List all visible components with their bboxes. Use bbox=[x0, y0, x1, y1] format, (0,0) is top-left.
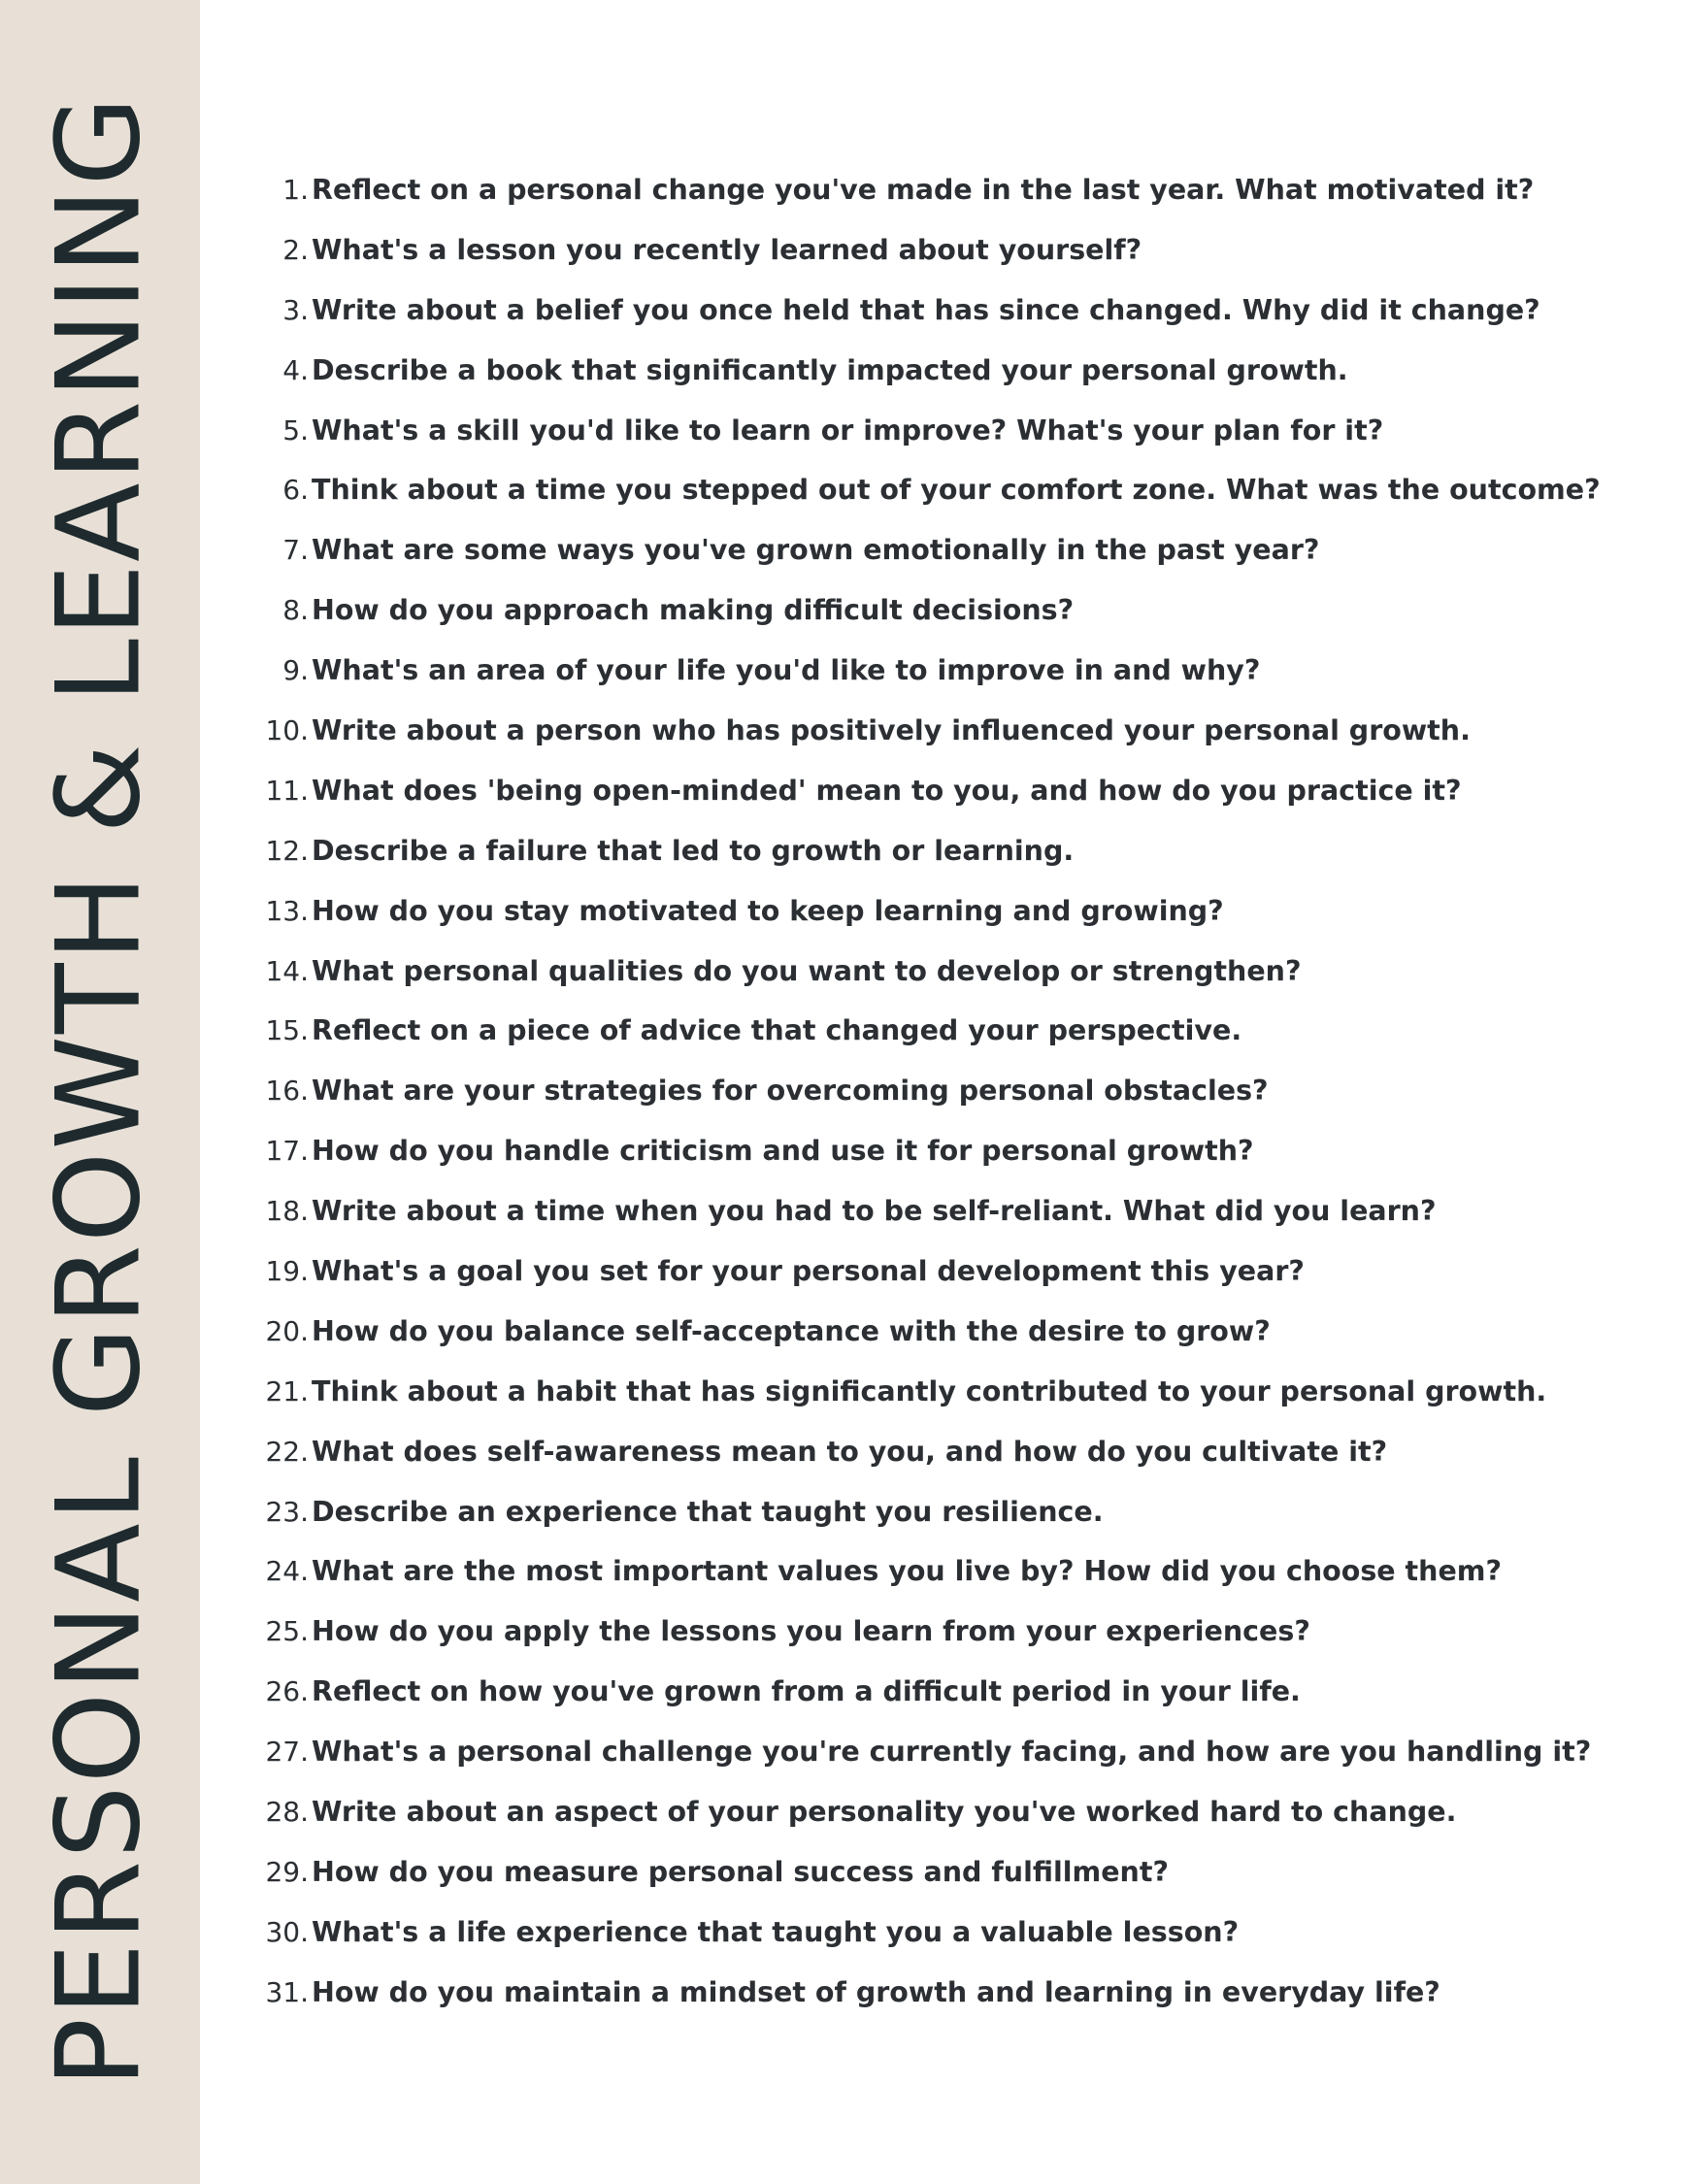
prompt-text: How do you handle criticism and use it for personal growth? bbox=[312, 1135, 1254, 1168]
prompt-number: 22. bbox=[265, 1435, 309, 1468]
prompt-number: 28. bbox=[265, 1796, 309, 1829]
prompt-number: 25. bbox=[265, 1615, 309, 1648]
prompt-number: 6. bbox=[282, 474, 309, 507]
prompt-number: 21. bbox=[265, 1374, 309, 1407]
prompt-number: 12. bbox=[265, 834, 309, 867]
prompt-text: How do you balance self-acceptance with the desire to grow? bbox=[312, 1314, 1271, 1347]
prompt-text: Think about a habit that has significantly contributed to your personal growth. bbox=[312, 1374, 1547, 1407]
prompt-number: 9. bbox=[282, 654, 309, 687]
prompt-text: What are your strategies for overcoming personal obstacles? bbox=[312, 1075, 1269, 1108]
prompt-text: Describe an experience that taught you resilience. bbox=[312, 1495, 1104, 1528]
prompt-number: 14. bbox=[265, 954, 309, 987]
prompt-text: What does self-awareness mean to you, and how do you cultivate it? bbox=[312, 1435, 1388, 1468]
prompt-number: 11. bbox=[265, 774, 309, 807]
prompt-number: 3. bbox=[282, 293, 309, 326]
prompt-number: 7. bbox=[282, 534, 309, 567]
prompt-text: Reflect on a piece of advice that changed your perspective. bbox=[312, 1014, 1242, 1047]
prompt-text: What's a personal challenge you're currently facing, and how are you handling it? bbox=[312, 1736, 1592, 1769]
prompt-number: 20. bbox=[265, 1314, 309, 1347]
prompt-text: Describe a book that significantly impacted your personal growth. bbox=[312, 353, 1348, 386]
prompt-text: What does 'being open-minded' mean to you, and how do you practice it? bbox=[312, 774, 1462, 807]
prompt-number: 23. bbox=[265, 1495, 309, 1528]
prompt-text: Write about a time when you had to be self-reliant. What did you learn? bbox=[312, 1195, 1437, 1228]
prompt-text: How do you approach making difficult decisions? bbox=[312, 594, 1075, 627]
prompt-text: Reflect on how you've grown from a difficult period in your life. bbox=[312, 1675, 1301, 1708]
prompt-text: What's a life experience that taught you a valuable lesson? bbox=[312, 1915, 1240, 1948]
prompt-text: How do you maintain a mindset of growth and learning in everyday life? bbox=[312, 1975, 1440, 2008]
prompt-number: 4. bbox=[282, 353, 309, 386]
prompt-number: 15. bbox=[265, 1014, 309, 1047]
prompt-number: 31. bbox=[265, 1975, 309, 2008]
prompt-number: 17. bbox=[265, 1135, 309, 1168]
prompt-text: What's a goal you set for your personal development this year? bbox=[312, 1255, 1305, 1288]
sidebar-panel bbox=[0, 0, 200, 2184]
prompt-number: 26. bbox=[265, 1675, 309, 1708]
prompt-number: 13. bbox=[265, 894, 309, 927]
prompt-number: 8. bbox=[282, 594, 309, 627]
prompt-number: 2. bbox=[282, 233, 309, 266]
prompt-text: Write about a belief you once held that has since changed. Why did it change? bbox=[312, 293, 1540, 326]
prompt-text: What's an area of your life you'd like to improve in and why? bbox=[312, 654, 1261, 687]
prompt-number: 29. bbox=[265, 1855, 309, 1888]
prompt-text: What are the most important values you live by? How did you choose them? bbox=[312, 1555, 1503, 1588]
prompt-number: 5. bbox=[282, 414, 309, 447]
prompt-text: Write about a person who has positively influenced your personal growth. bbox=[312, 714, 1471, 747]
prompt-number: 30. bbox=[265, 1915, 309, 1948]
prompt-text: How do you apply the lessons you learn from your experiences? bbox=[312, 1615, 1310, 1648]
prompt-text: How do you stay motivated to keep learning and growing? bbox=[312, 894, 1224, 927]
prompt-text: What are some ways you've grown emotionally in the past year? bbox=[312, 534, 1320, 567]
prompt-text: Think about a time you stepped out of your comfort zone. What was the outcome? bbox=[312, 474, 1601, 507]
prompt-number: 1. bbox=[282, 174, 309, 206]
prompt-text: Reflect on a personal change you've made in the last year. What motivated it? bbox=[312, 174, 1535, 206]
prompt-number: 16. bbox=[265, 1075, 309, 1108]
prompt-text: What's a skill you'd like to learn or improve? What's your plan for it? bbox=[312, 414, 1384, 447]
prompt-number: 19. bbox=[265, 1255, 309, 1288]
prompt-text: Write about an aspect of your personality you've worked hard to change. bbox=[312, 1796, 1457, 1829]
prompt-number: 18. bbox=[265, 1195, 309, 1228]
prompt-text: How do you measure personal success and fulfillment? bbox=[312, 1855, 1169, 1888]
prompt-text: What's a lesson you recently learned about yourself? bbox=[312, 233, 1142, 266]
prompt-number: 24. bbox=[265, 1555, 309, 1588]
page-title: PERSONAL GROWTH & LEARNING bbox=[32, 94, 167, 2088]
prompt-number: 10. bbox=[265, 714, 309, 747]
prompt-text: What personal qualities do you want to develop or strengthen? bbox=[312, 954, 1302, 987]
prompt-number: 27. bbox=[265, 1736, 309, 1769]
prompt-text: Describe a failure that led to growth or learning. bbox=[312, 834, 1075, 867]
